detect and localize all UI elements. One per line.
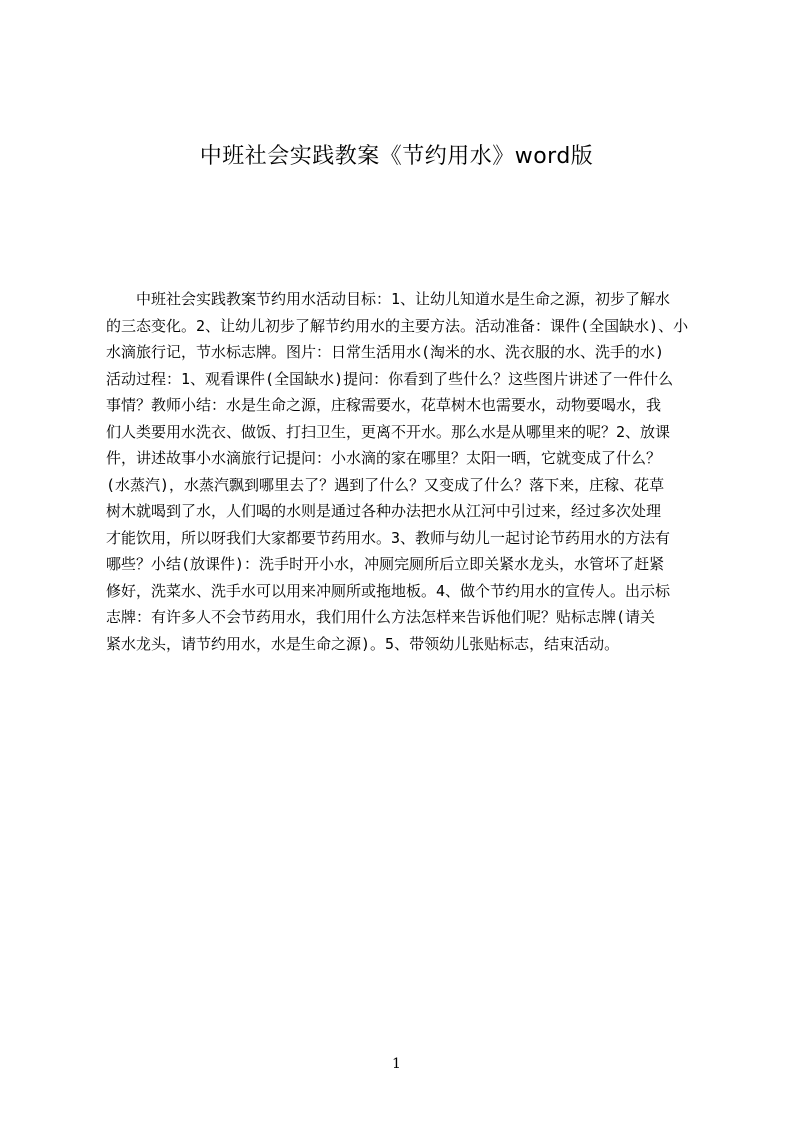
body-line: 们人类要用水洗衣、做饭、打扫卫生，更离不开水。那么水是从哪里来的呢？2、放课 xyxy=(106,422,671,441)
body-line: 事情？教师小结：水是生命之源，庄稼需要水，花草树木也需要水，动物要喝水，我 xyxy=(106,396,662,414)
body-line: 哪些？小结(放课件)：洗手时开小水，冲厕完厕所后立即关紧水龙头，水管坏了赶紧 xyxy=(106,555,665,573)
document-body xyxy=(106,286,698,666)
body-line: 树木就喝到了水，人们喝的水则是通过各种办法把水从江河中引过来，经过多次处理 xyxy=(106,502,662,520)
body-line: 紧水龙头，请节约用水，水是生命之源)。5、带领幼儿张贴标志，结束活动。 xyxy=(106,634,620,653)
body-line: 活动过程：1、观看课件(全国缺水)提问：你看到了些什么？这些图片讲述了一件什么 xyxy=(106,369,674,388)
body-line: 中班社会实践教案节约用水活动目标：1、让幼儿知道水是生命之源，初步了解水 xyxy=(106,290,671,308)
body-line: 件，讲述故事小水滴旅行记提问：小水滴的家在哪里？太阳一晒，它就变成了什么？ xyxy=(106,449,662,467)
body-line: 的三态变化。2、让幼儿初步了解节约用水的主要方法。活动准备：课件(全国缺水)、小 xyxy=(106,316,689,335)
page-number: 1 xyxy=(392,1056,401,1072)
body-line: 水滴旅行记，节水标志牌。图片：日常生活用水(淘米的水、洗衣服的水、洗手的水) xyxy=(106,343,665,361)
document-title: 中班社会实践教案《节约用水》word版 xyxy=(199,144,594,169)
body-line: 志牌：有许多人不会节药用水，我们用什么方法怎样来告诉他们呢？贴标志牌(请关 xyxy=(106,608,656,626)
body-line: (水蒸汽)，水蒸汽飘到哪里去了？遇到了什么？又变成了什么？落下来，庄稼、花草 xyxy=(106,475,665,494)
body-line: 才能饮用，所以呀我们大家都要节药用水。3、教师与幼儿一起讨论节药用水的方法有 xyxy=(106,528,671,547)
body-line: 修好，洗菜水、洗手水可以用来冲厕所或拖地板。4、做个节约用水的宣传人。出示标 xyxy=(106,581,671,600)
